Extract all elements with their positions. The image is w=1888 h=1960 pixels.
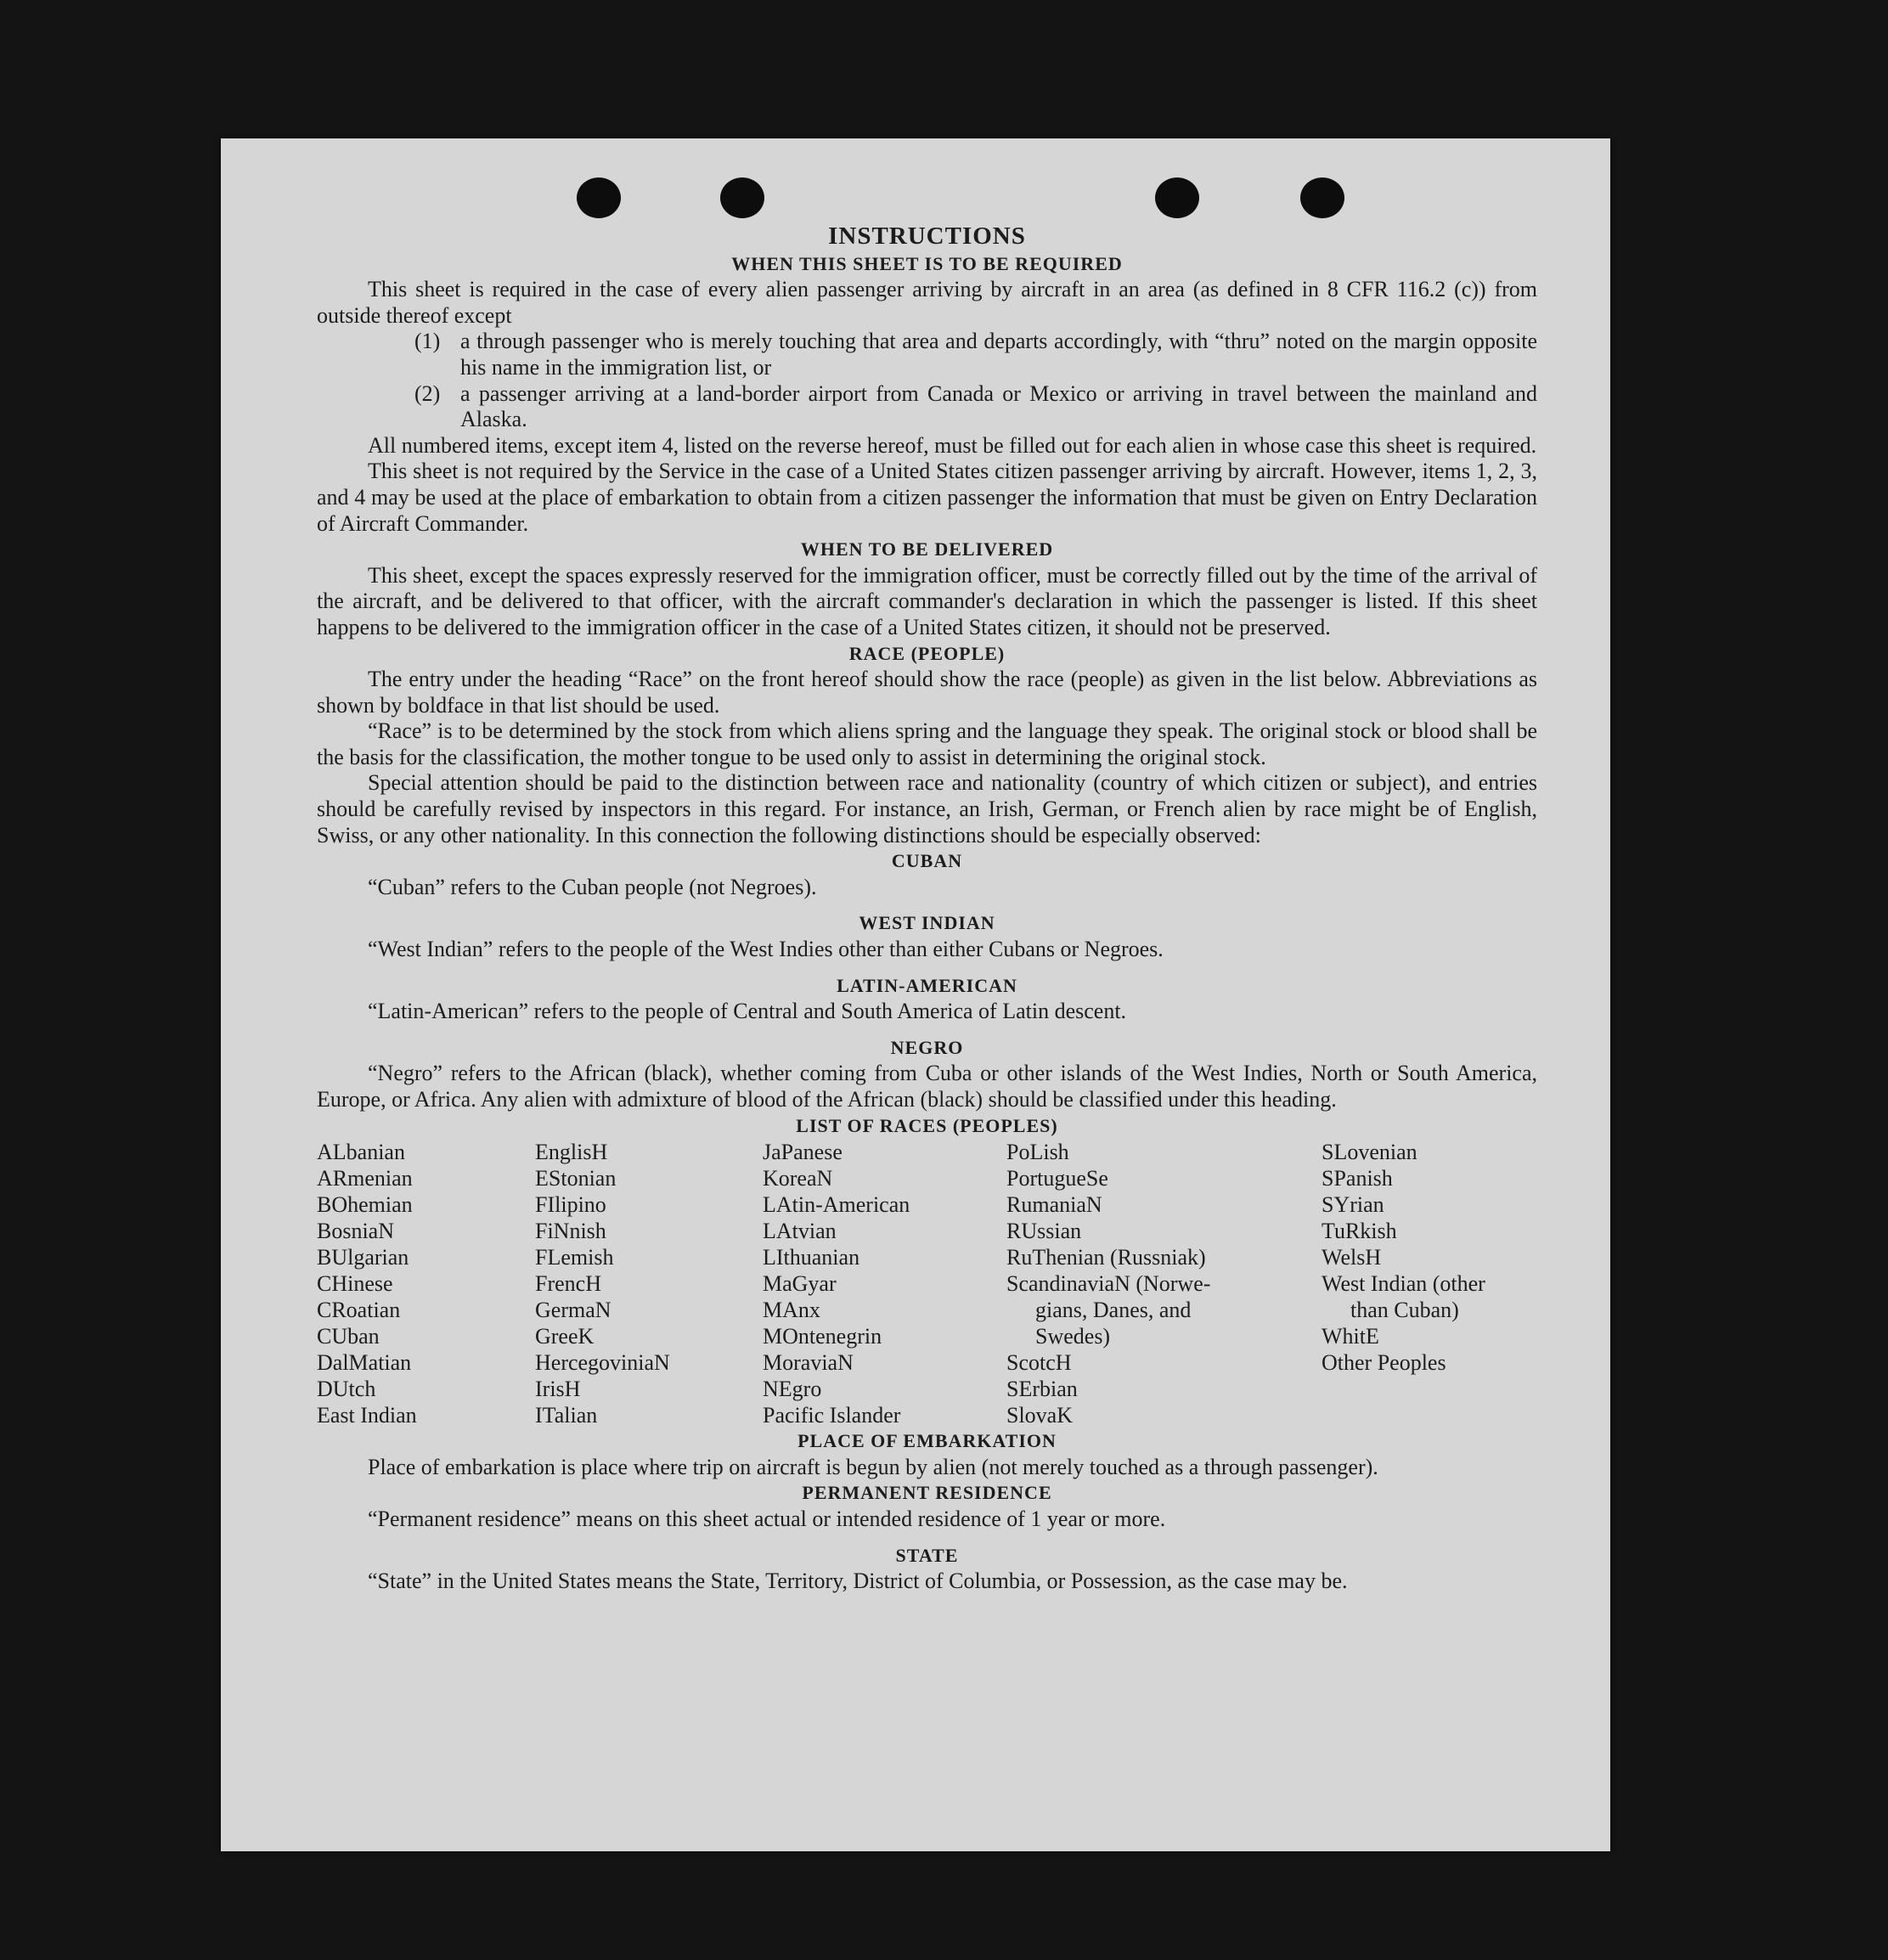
punch-hole [1300,177,1344,218]
paragraph: All numbered items, except item 4, listed on the reverse hereof, must be filled out for each alien in whose case this sheet is required. [368,432,1537,458]
paragraph: This sheet is required in the case of every alien passenger arriving by aircraft in an area (as defined in 8 CFR 116.2 (c)) from outside thereof except [317,277,1537,328]
race-entry: LIthuanian [763,1245,860,1270]
race-entry: TuRkish [1322,1219,1397,1244]
race-entry: DalMatian [317,1350,412,1376]
race-entry: RumaniaN [1006,1192,1102,1218]
race-entry: GreeK [535,1324,595,1349]
race-entry: CRoatian [317,1298,401,1323]
race-entry: FrencH [535,1271,601,1297]
race-entry: SLovenian [1322,1140,1417,1165]
race-entry: SPanish [1322,1166,1393,1191]
race-entry: SYrian [1322,1192,1384,1218]
paragraph: “Permanent residence” means on this sheet actual or intended residence of 1 year or more. [368,1506,1166,1531]
race-entry: SlovaK [1006,1403,1073,1428]
instructions-text [317,223,1537,1595]
paragraph: “West Indian” refers to the people of the West Indies other than either Cubans or Negroes. [368,937,1164,962]
race-entry: KoreaN [763,1166,833,1191]
paragraph: This sheet is not required by the Service in the case of a United States citizen passenger arriving by aircraft. However, items 1, 2, 3, and 4 may be used at the place of embarkation to obtain from a citizen passenger the information that must be given on Entry Declaration of Aircraft Commander. [317,459,1537,536]
paragraph: The entry under the heading “Race” on the front hereof should show the race (people) as given in the list below. Abbreviations as shown by boldface in that list should be used. [317,667,1537,718]
race-entry: FiNnish [535,1219,606,1244]
race-entry: NEgro [763,1377,822,1402]
race-entry: ITalian [535,1403,598,1428]
race-entry: Swedes) [1035,1324,1111,1349]
race-entry: WhitE [1322,1324,1379,1349]
race-column [317,1139,535,1428]
paragraph: “Cuban” refers to the Cuban people (not Negroes). [368,874,817,899]
race-column [763,1139,1006,1428]
race-entry: ALbanian [317,1140,405,1165]
race-entry: gians, Danes, and [1035,1298,1192,1323]
race-entry: Pacific Islander [763,1403,901,1428]
heading-state: STATE [895,1544,959,1566]
race-entry: West Indian (other [1322,1271,1485,1297]
document-sheet [221,138,1610,1851]
race-list [317,1139,1537,1428]
punch-hole [577,177,621,218]
heading-latin-american: LATIN-AMERICAN [837,974,1017,996]
race-entry: ScotcH [1006,1350,1072,1376]
heading-list-of-races: LIST OF RACES (PEOPLES) [796,1114,1058,1136]
paragraph: “Latin-American” refers to the people of Central and South America of Latin descent. [368,999,1127,1024]
race-entry: PortugueSe [1006,1166,1108,1191]
race-entry: MOntenegrin [763,1324,882,1349]
race-entry: BOhemian [317,1192,413,1218]
race-entry: LAtin-American [763,1192,910,1218]
list-item: (1) a through passenger who is merely touching that area and departs accordingly, with “thru” noted on the margin opposite his name in the immigration list, or [414,329,1537,380]
heading-race: RACE (PEOPLE) [848,642,1006,664]
heading-delivered: WHEN TO BE DELIVERED [800,538,1054,560]
race-entry: IrisH [535,1377,581,1402]
race-entry: FLemish [535,1245,614,1270]
paragraph: Place of embarkation is place where trip on aircraft is begun by alien (not merely touched as a through passenger). [368,1454,1378,1479]
heading-cuban: CUBAN [891,850,963,872]
race-entry: HercegoviniaN [535,1350,670,1376]
heading-west-indian: WEST INDIAN [859,912,995,934]
heading-required: WHEN THIS SHEET IS TO BE REQUIRED [731,252,1123,274]
race-column [1322,1139,1537,1428]
paragraph: Special attention should be paid to the distinction between race and nationality (country of which citizen or subject), and entries should be carefully revised by inspectors in this regard. For instance, an Irish, German, or French alien by race might be of English, Swiss, or any other nationality. In this connection the following distinctions should be especially observed: [317,770,1537,848]
list-item: (2) a passenger arriving at a land-border airport from Canada or Mexico or arriving in travel between the mainland and Alaska. [414,380,1537,432]
race-column [1006,1139,1322,1428]
race-entry: BosniaN [317,1219,394,1244]
page-title: INSTRUCTIONS [828,222,1026,250]
race-entry: CHinese [317,1271,393,1297]
race-entry: ARmenian [317,1166,413,1191]
paragraph: “Race” is to be determined by the stock from which aliens spring and the language they speak. The original stock or blood shall be the basis for the classification, the mother tongue to be used only to assist in determining the original stock. [317,718,1537,769]
race-entry: RUssian [1006,1219,1082,1244]
heading-negro: NEGRO [890,1036,964,1058]
race-entry: Other Peoples [1322,1350,1446,1376]
race-entry: WelsH [1322,1245,1382,1270]
race-entry: EnglisH [535,1140,608,1165]
race-entry: CUban [317,1324,380,1349]
race-entry: MAnx [763,1298,820,1323]
heading-embarkation: PLACE OF EMBARKATION [797,1430,1057,1452]
race-entry: RuThenian (Russniak) [1006,1245,1206,1270]
race-entry: MoraviaN [763,1350,854,1376]
race-entry: GermaN [535,1298,611,1323]
race-entry: EStonian [535,1166,617,1191]
race-entry: DUtch [317,1377,376,1402]
paragraph: “Negro” refers to the African (black), whether coming from Cuba or other islands of the West Indies, North or South America, Europe, or Africa. Any alien with admixture of blood of the African (black) should be classified under this heading. [317,1061,1537,1112]
race-entry: ScandinaviaN (Norwe- [1006,1271,1211,1297]
race-column [535,1139,763,1428]
paragraph: “State” in the United States means the State, Territory, District of Columbia, or Possession, as the case may be. [368,1569,1348,1594]
race-entry: FIlipino [535,1192,606,1218]
heading-permanent-residence: PERMANENT RESIDENCE [802,1482,1052,1504]
punch-hole [1155,177,1199,218]
race-entry: JaPanese [763,1140,843,1165]
race-entry: LAtvian [763,1219,837,1244]
paragraph: This sheet, except the spaces expressly reserved for the immigration officer, must be correctly filled out by the time of the arrival of the aircraft, and be delivered to that officer, with the aircraft commander's declaration in which the passenger is listed. If this sheet happens to be delivered to the immigration officer in the case of a United States citizen, it should not be preserved. [317,562,1537,639]
race-entry: MaGyar [763,1271,837,1297]
race-entry: SErbian [1006,1377,1078,1402]
punch-hole [720,177,764,218]
race-entry: East Indian [317,1403,417,1428]
race-entry: than Cuban) [1350,1298,1459,1323]
race-entry: PoLish [1006,1140,1069,1165]
race-entry: BUlgarian [317,1245,409,1270]
